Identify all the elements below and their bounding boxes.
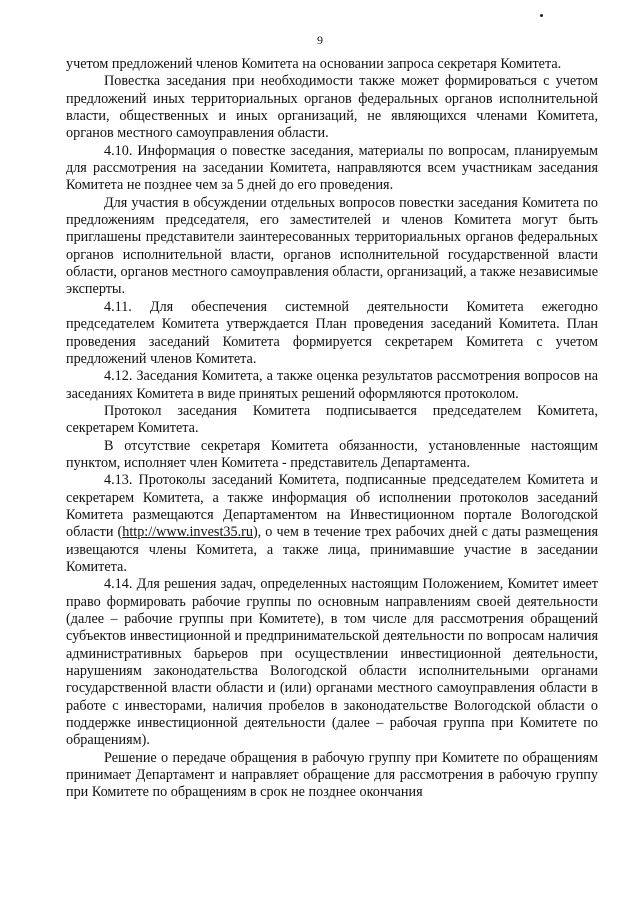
- paragraph-4-10: 4.10. Информация о повестке заседания, материалы по вопросам, планируемым для рассмотрения на заседании Комитета, направляются всем участникам заседания Комитета не позднее чем за 5 дней до его проведения.: [66, 142, 598, 194]
- paragraph-invited-participants: Для участия в обсуждении отдельных вопросов повестки заседания Комитета по предложениям председателя, его заместителей и членов Комитета могут быть приглашены представители заинтересованных территориальных органов федеральных органов исполнительной власти, органов исполнительной государственной власти области, органов местного самоуправления области, организаций, а также независимые эксперты.: [66, 194, 598, 298]
- paragraph-4-12: 4.12. Заседания Комитета, а также оценка результатов рассмотрения вопросов на заседаниях Комитета в виде принятых решений оформляются протоколом.: [66, 368, 598, 402]
- paragraph-4-11: 4.11. Для обеспечения системной деятельности Комитета ежегодно председателем Комитета утверждается План проведения заседаний Комитета. План проведения заседаний Комитета формируется секретарем Комитета с учетом предложений членов Комитета.: [66, 298, 598, 367]
- paragraph-transfer-decision: Решение о передаче обращения в рабочую группу при Комитете по обращениям принимает Департамент и направляет обращение для рассмотрения в рабочую группу при Комитете по обращениям в срок не позднее окончания: [66, 749, 598, 801]
- paragraph-4-13: [66, 472, 598, 576]
- invest-portal-link[interactable]: http://www.invest35.ru: [122, 524, 253, 541]
- scan-dot-mark: [540, 14, 543, 17]
- paragraph-secretary-absence: В отсутствие секретаря Комитета обязанности, установленные настоящим пунктом, исполняет член Комитета - представитель Департамента.: [66, 437, 598, 471]
- document-body: [66, 56, 598, 802]
- page-number: 9: [317, 33, 323, 47]
- paragraph-continuation: учетом предложений членов Комитета на основании запроса секретаря Комитета.: [66, 56, 562, 72]
- paragraph-4-13-before: 4.13. Протоколы заседаний Комитета, подписанные председателем Комитета и секретарем Комитета, а также информация об исполнении протоколов заседаний Комитета размещаются Департаментом на Инвестиционном портале Вологодской области (: [66, 472, 598, 541]
- paragraph-protocol-signing: Протокол заседания Комитета подписывается председателем Комитета, секретарем Комитета.: [66, 402, 598, 437]
- paragraph-4-13-after: ), о чем в течение трех рабочих дней с даты размещения извещаются члены Комитета, а также лица, принимавшие участие в заседании Комитета.: [66, 524, 598, 575]
- paragraph-agenda-proposals: Повестка заседания при необходимости также может формироваться с учетом предложений иных территориальных органов федеральных органов исполнительной власти, общественных и иных организаций, не являющихся членами Комитета, органов местного самоуправления области.: [66, 73, 598, 142]
- paragraph-4-14: 4.14. Для решения задач, определенных настоящим Положением, Комитет имеет право формировать рабочие группы по основным направлениям своей деятельности (далее – рабочие группы при Комитете), в том числе для рассмотрения обращений субъектов инвестиционной и предпринимательской деятельности по вопросам наличия административных барьеров при осуществлении инвестиционной деятельности, нарушениям законодательства Вологодской области исполнительными органами государственной власти области и (или) органами местного самоуправления области в работе с инвесторами, наличия пробелов в законодательстве Вологодской области о поддержке инвестиционной деятельности (далее – рабочая группа при Комитете по обращениям).: [66, 576, 598, 749]
